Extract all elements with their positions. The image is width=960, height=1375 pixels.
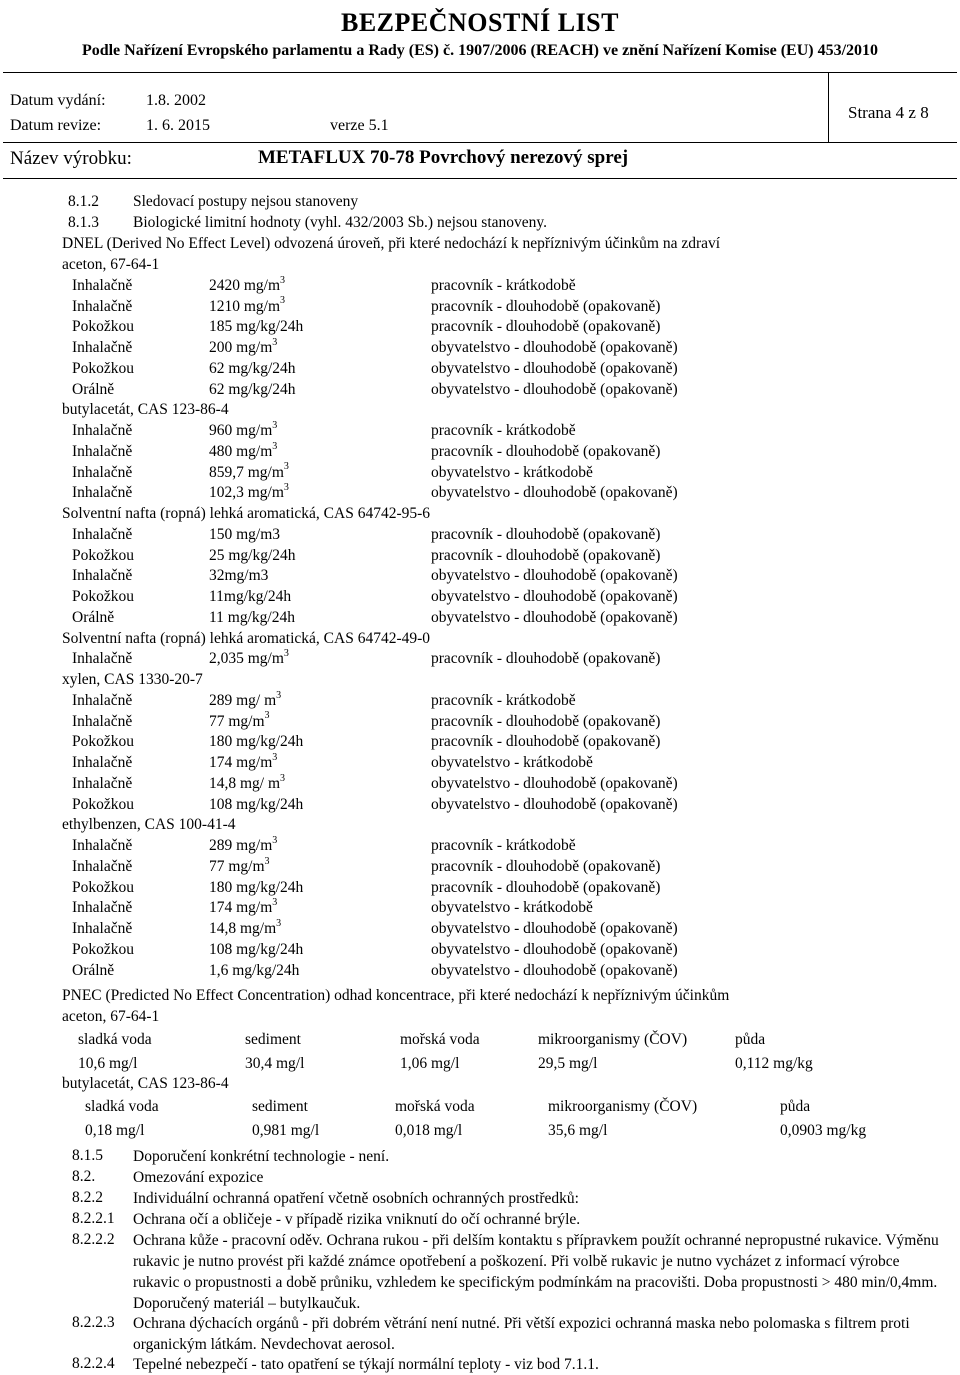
population-exposure: obyvatelstvo - dlouhodobě (opakovaně) [431,961,678,979]
unit-superscript: 3 [272,419,278,431]
limit-value: 62 mg/kg/24h [209,359,296,377]
substance-name: ethylbenzen, CAS 100-41-4 [62,816,236,834]
population-exposure: pracovník - dlouhodobě (opakovaně) [431,857,661,875]
limit-value: 77 $mg/m^3$ [209,855,270,875]
header-column-divider [828,72,829,142]
section-text: Individuální ochranná opatření včetně osobních ochranných prostředků: [133,1189,579,1207]
section-text: Ochrana očí a obličeje - v případě rizika vniknutí do očí ochranné brýle. [133,1210,581,1228]
limit-value: 2,035 $mg/m^3$ [209,648,289,668]
unit-superscript: 3 [283,461,289,473]
exposure-route: Inhalačně [72,567,133,585]
limit-value: 185 mg/kg/24h [209,318,304,336]
substance-name: xylen, CAS 1330-20-7 [62,671,203,688]
pnec-column-header: mikroorganismy (ČOV) [538,1031,688,1048]
population-exposure: obyvatelstvo - dlouhodobě (opakovaně) [431,380,678,398]
pnec-column-header: sediment [245,1031,301,1048]
exposure-route: Inhalačně [72,442,133,460]
population-exposure: obyvatelstvo - krátkodobě [431,754,593,771]
exposure-route: Inhalačně [72,297,133,315]
section-text: Tepelné nebezpečí - tato opatření se týkají normální teploty - viz bod 7.1.1. [133,1355,599,1373]
pnec-column-header: půda [735,1031,766,1048]
issue-date-value: 1.8. 2002 [146,92,206,109]
exposure-route: Inhalačně [72,339,133,356]
limit-value: 102,3 $mg/m^3$ [209,482,289,502]
exposure-route: Pokožkou [72,878,134,896]
unit-superscript: 3 [264,855,270,867]
limit-value: 150 mg/m3 [209,525,281,543]
exposure-route: Pokožkou [72,546,134,564]
exposure-route: Inhalačně [72,712,133,730]
unit-superscript: 3 [272,751,278,763]
population-exposure: pracovník - krátkodobě [431,691,576,709]
exposure-route: Pokožkou [72,318,134,336]
pnec-value: 0,0903 mg/kg [780,1122,867,1139]
limit-value: 14,8 $mg/m^3$ [209,917,282,937]
limit-value: 62 mg/kg/24h [209,380,296,398]
pnec-value: 0,112 mg/kg [735,1055,813,1072]
population-exposure: obyvatelstvo - krátkodobě [431,463,593,481]
population-exposure: pracovník - dlouhodobě (opakovaně) [431,733,661,751]
pnec-column-header: mořská voda [395,1098,475,1115]
pnec-value: 0,981 mg/l [252,1122,320,1139]
population-exposure: obyvatelstvo - dlouhodobě (opakovaně) [431,608,678,626]
limit-value: 859,7 $mg/m^3$ [209,461,289,481]
section-text: Doporučení konkrétní technologie - není. [133,1147,390,1165]
limit-value: 289 $mg/m^3$ [209,834,278,854]
exposure-route: Inhalačně [72,920,133,937]
pnec-column-header: sediment [252,1098,308,1115]
pnec-value: 0,18 mg/l [85,1122,145,1139]
pnec-value: 1,06 mg/l [400,1055,460,1072]
limit-value: 1,6 mg/kg/24h [209,961,300,979]
pnec-column-header: sladká voda [85,1098,159,1115]
pnec-value: 29,5 mg/l [538,1055,598,1072]
population-exposure: pracovník - dlouhodobě (opakovaně) [431,546,661,564]
product-name: METAFLUX 70-78 Povrchový nerezový sprej [258,147,629,168]
population-exposure: obyvatelstvo - dlouhodobě (opakovaně) [431,920,678,937]
population-exposure: pracovník - dlouhodobě (opakovaně) [431,650,661,668]
section-number: 8.2.2.2 [72,1231,115,1248]
limit-value: 180 mg/kg/24h [209,733,304,751]
page-number: Strana 4 z 8 [848,103,929,122]
section-number: 8.2.2 [72,1189,103,1206]
unit-superscript: 3 [272,336,278,348]
exposure-route: Orálně [72,608,115,626]
population-exposure: obyvatelstvo - dlouhodobě (opakovaně) [431,774,678,792]
substance-name: butylacetát, CAS 123-86-4 [62,1075,229,1092]
pnec-value: 30,4 mg/l [245,1055,305,1072]
limit-value: 108 mg/kg/24h [209,940,304,958]
limit-value: 180 mg/kg/24h [209,878,304,896]
exposure-route: Inhalačně [72,837,133,854]
exposure-route: Pokožkou [72,940,134,958]
limit-value: 960 $mg/m^3$ [209,419,278,439]
unit-superscript: 3 [280,274,286,286]
unit-superscript: 3 [280,295,286,307]
population-exposure: obyvatelstvo - dlouhodobě (opakovaně) [431,940,678,958]
document-subtitle: Podle Nařízení Evropského parlamentu a Rady (ES) č. 1907/2006 (REACH) ve znění Nařízení Komise (EU) 453/2010 [81,42,879,59]
dnel-heading: DNEL (Derived No Effect Level) odvozená úroveň, při které nedochází k nepříznivým účinkům na zdraví [62,235,721,252]
section-number: 8.2.2.1 [72,1210,115,1227]
exposure-route: Orálně [72,961,115,979]
section-number: 8.1.5 [72,1147,103,1164]
limit-value: 480 $mg/m^3$ [209,440,278,460]
exposure-route: Pokožkou [72,359,134,377]
section-number: 8.2. [72,1168,96,1185]
pnec-column-header: mořská voda [400,1031,480,1048]
exposure-route: Orálně [72,380,115,398]
substance-name: aceton, 67-64-1 [62,256,160,273]
population-exposure: pracovník - dlouhodobě (opakovaně) [431,297,661,315]
population-exposure: pracovník - krátkodobě [431,422,576,439]
pnec-column-header: půda [780,1098,811,1115]
exposure-route: Inhalačně [72,484,133,502]
monitoring-procedures: Sledovací postupy nejsou stanoveny [133,193,359,210]
header-divider [3,178,957,179]
exposure-route: Inhalačně [72,276,133,294]
limit-value: 108 mg/kg/24h [209,795,304,813]
unit-superscript: 3 [276,689,282,701]
product-name-label: Název výrobku: [10,148,132,169]
pnec-column-header: mikroorganismy (ČOV) [548,1098,698,1115]
section-number: 8.2.2.4 [72,1355,115,1372]
biological-limits: Biologické limitní hodnoty (vyhl. 432/2003 Sb.) nejsou stanoveny. [133,214,548,231]
limit-value: 32mg/m3 [209,567,269,585]
pnec-heading: PNEC (Predicted No Effect Concentration) odhad koncentrace, při které nedochází k nepříznivým účinkům [62,987,730,1004]
section-number: 8.1.3 [68,214,99,231]
header-divider [3,142,957,143]
unit-superscript: 3 [280,772,286,784]
section-number: 8.2.2.3 [72,1314,115,1331]
limit-value: 174 $mg/m^3$ [209,751,278,771]
document-title: BEZPEČNOSTNÍ LIST [341,8,619,37]
limit-value: 77 $mg/m^3$ [209,710,270,730]
revision-date-value: 1. 6. 2015 [146,117,210,134]
substance-name: butylacetát, CAS 123-86-4 [62,401,229,419]
exposure-route: Inhalačně [72,754,133,771]
population-exposure: pracovník - dlouhodobě (opakovaně) [431,318,661,336]
limit-value: 25 mg/kg/24h [209,546,296,564]
issue-date-label: Datum vydání: [10,92,106,109]
limit-value: 289 mg/ $m^3$ [209,689,282,709]
unit-superscript: 3 [272,440,278,452]
revision-date-label: Datum revize: [10,117,102,134]
limit-value: 174 $mg/m^3$ [209,897,278,917]
version: verze 5.1 [330,117,389,134]
exposure-route: Inhalačně [72,899,133,917]
unit-superscript: 3 [272,897,278,909]
population-exposure: obyvatelstvo - dlouhodobě (opakovaně) [431,339,678,356]
population-exposure: pracovník - dlouhodobě (opakovaně) [431,712,661,730]
exposure-route: Inhalačně [72,463,133,481]
pnec-value: 35,6 mg/l [548,1122,608,1139]
limit-value: 11mg/kg/24h [209,588,292,605]
exposure-route: Pokožkou [72,795,134,813]
limit-value: 11 mg/kg/24h [209,608,295,626]
pnec-value: 0,018 mg/l [395,1122,463,1139]
unit-superscript: 3 [264,710,270,722]
unit-superscript: 3 [283,648,289,660]
unit-superscript: 3 [276,917,282,929]
pnec-value: 10,6 mg/l [78,1055,138,1072]
limit-value: 14,8 mg/ $m^3$ [209,772,286,792]
exposure-route: Pokožkou [72,733,134,751]
population-exposure: pracovník - dlouhodobě (opakovaně) [431,525,661,543]
population-exposure: pracovník - krátkodobě [431,276,576,294]
unit-superscript: 3 [272,834,278,846]
limit-value: 200 $mg/m^3$ [209,336,278,356]
exposure-route: Pokožkou [72,588,134,605]
exposure-route: Inhalačně [72,774,133,792]
unit-superscript: 3 [283,482,289,494]
population-exposure: pracovník - dlouhodobě (opakovaně) [431,442,661,460]
section-number: 8.1.2 [68,193,99,210]
population-exposure: pracovník - krátkodobě [431,837,576,854]
exposure-route: Inhalačně [72,857,133,875]
exposure-route: Inhalačně [72,422,133,439]
population-exposure: obyvatelstvo - dlouhodobě (opakovaně) [431,359,678,377]
population-exposure: obyvatelstvo - dlouhodobě (opakovaně) [431,588,678,605]
exposure-route: Inhalačně [72,691,133,709]
limit-value: 1210 $mg/m^3$ [209,295,286,315]
substance-name: aceton, 67-64-1 [62,1008,160,1025]
population-exposure: obyvatelstvo - dlouhodobě (opakovaně) [431,484,678,502]
pnec-column-header: sladká voda [78,1031,152,1048]
substance-name: Solventní nafta (ropná) lehká aromatická, CAS 64742-49-0 [62,629,431,647]
substance-name: Solventní nafta (ropná) lehká aromatická, CAS 64742-95-6 [62,505,431,522]
population-exposure: pracovník - dlouhodobě (opakovaně) [431,878,661,896]
section-text: Ochrana dýchacích orgánů - při dobrém větrání není nutné. Při větší expozici ochranná maska nebo polomaska s filtrem proti organickým látkám. Nevdechovat aerosol. [133,1314,910,1353]
population-exposure: obyvatelstvo - krátkodobě [431,899,593,917]
header-divider [3,72,957,73]
population-exposure: obyvatelstvo - dlouhodobě (opakovaně) [431,567,678,585]
section-text: Ochrana kůže - pracovní oděv. Ochrana rukou - při delším kontaktu s přípravkem použít ochranné nepropustné rukavice. Výměnu rukavic je nutno provést při každé známce opotřebení a poškození. Při volbě rukavic je nutno vycházet z informací výrobce rukavic o propustnosti a době průniku, vzhledem ke specifickým podmínkám na pracovišti. Doba propustnosti > 480 min/0,4mm. Doporučený materiál – butylkaučuk. [133,1231,939,1312]
exposure-route: Inhalačně [72,525,133,543]
population-exposure: obyvatelstvo - dlouhodobě (opakovaně) [431,795,678,813]
section-text: Omezování expozice [133,1168,264,1186]
exposure-route: Inhalačně [72,650,133,668]
limit-value: 2420 $mg/m^3$ [209,274,286,294]
